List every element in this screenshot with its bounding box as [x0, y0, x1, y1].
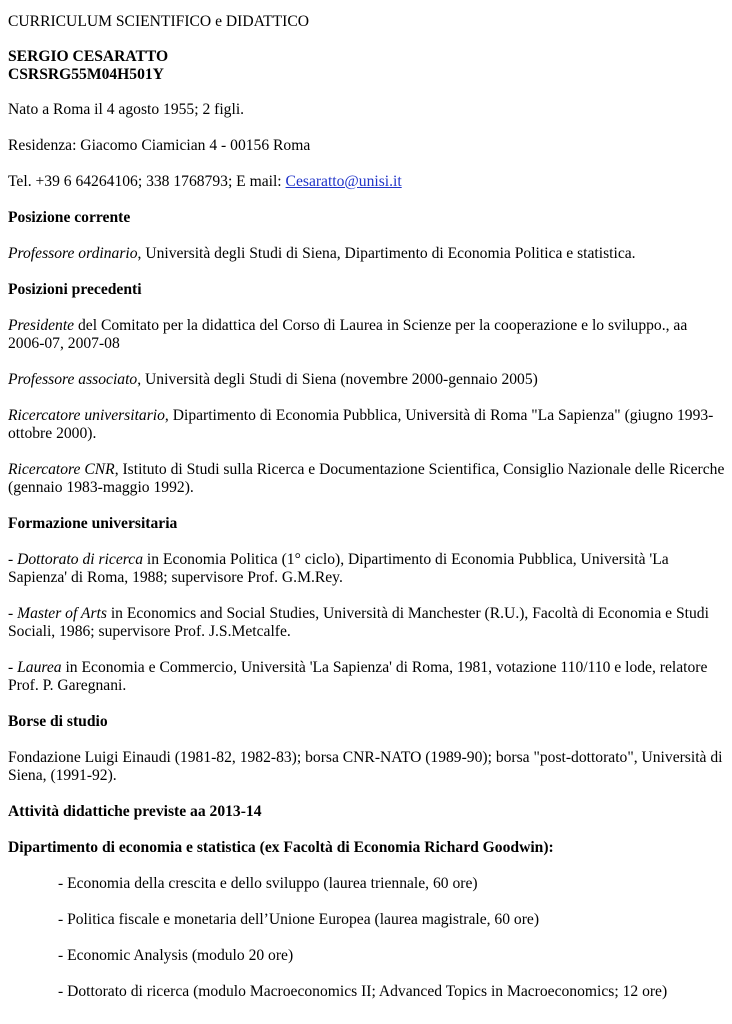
- name-block: [8, 48, 726, 84]
- education-detail: in Economics and Social Studies, Università di Manchester (R.U.), Facoltà di Economia e Studi Sociali, 1986; supervisore Prof. J.S.Metcalfe.: [8, 605, 709, 640]
- course-item: - Economia della crescita e dello sviluppo (laurea triennale, 60 ore): [58, 875, 478, 892]
- education-detail: in Economia e Commercio, Università 'La Sapienza' di Roma, 1981, votazione 110/110 e lode, relatore Prof. P. Garegnani.: [8, 659, 708, 694]
- residence-info: Residenza: Giacomo Ciamician 4 - 00156 Roma: [8, 137, 311, 154]
- education-degree: Laurea: [17, 659, 62, 676]
- current-position-heading: Posizione corrente: [8, 209, 131, 226]
- education-detail: in Economia Politica (1° ciclo), Dipartimento di Economia Pubblica, Università 'La Sapienza' di Roma, 1988; supervisore Prof. G.M.Rey.: [8, 551, 669, 586]
- education-entry: [8, 659, 726, 695]
- previous-position-detail: , Università degli Studi di Siena (novembre 2000-gennaio 2005): [137, 371, 538, 388]
- current-position-entry: [8, 245, 726, 263]
- education-prefix: -: [8, 551, 18, 568]
- birth-info: Nato a Roma il 4 agosto 1955; 2 figli.: [8, 101, 245, 118]
- education-prefix: -: [8, 605, 18, 622]
- previous-position-role: Ricercatore CNR: [8, 461, 115, 478]
- previous-position-role: Professore associato: [8, 371, 138, 388]
- scholarships-heading: Borse di studio: [8, 713, 108, 730]
- education-heading: Formazione universitaria: [8, 515, 178, 532]
- previous-position-role: Presidente: [8, 317, 75, 334]
- fiscal-code: CSRSRG55M04H501Y: [8, 66, 164, 83]
- contact-info: [8, 173, 726, 191]
- previous-position-detail: , Dipartimento di Economia Pubblica, Università di Roma "La Sapienza" (giugno 1993-ottobre 2000).: [8, 407, 714, 442]
- previous-position-detail: , Istituto di Studi sulla Ricerca e Documentazione Scientifica, Consiglio Nazionale delle Ricerche (gennaio 1983-maggio 1992).: [8, 461, 725, 496]
- education-degree: Master of Arts: [17, 605, 107, 622]
- person-name: SERGIO CESARATTO: [8, 48, 169, 65]
- document-title: CURRICULUM SCIENTIFICO e DIDATTICO: [8, 13, 310, 30]
- course-item: - Economic Analysis (modulo 20 ore): [58, 947, 294, 964]
- previous-position-role: Ricercatore universitario: [8, 407, 165, 424]
- current-position-role: Professore ordinario: [8, 245, 138, 262]
- education-prefix: -: [8, 659, 18, 676]
- previous-position-entry: [8, 461, 726, 497]
- teaching-department: Dipartimento di economia e statistica (ex Facoltà di Economia Richard Goodwin):: [8, 839, 554, 856]
- previous-position-entry: [8, 371, 726, 389]
- previous-position-entry: [8, 317, 726, 353]
- course-item: - Dottorato di ricerca (modulo Macroeconomics II; Advanced Topics in Macroeconomics; 12 ore): [58, 983, 668, 1000]
- email-link[interactable]: Cesaratto@unisi.it: [285, 173, 402, 190]
- education-entry: [8, 551, 726, 587]
- previous-positions-heading: Posizioni precedenti: [8, 281, 142, 298]
- education-entry: [8, 605, 726, 641]
- current-position-detail: , Università degli Studi di Siena, Dipartimento di Economia Politica e statistica.: [137, 245, 636, 262]
- education-degree: Dottorato di ricerca: [17, 551, 143, 568]
- scholarships-text: Fondazione Luigi Einaudi (1981-82, 1982-83); borsa CNR-NATO (1989-90); borsa "post-dottorato", Università di Siena, (1991-92).: [8, 749, 723, 784]
- teaching-heading: Attività didattiche previste aa 2013-14: [8, 803, 262, 820]
- phone-numbers: Tel. +39 6 64264106; 338 1768793; E mail:: [8, 173, 286, 190]
- previous-position-entry: [8, 407, 726, 443]
- document-page: [8, 13, 726, 1019]
- course-item: - Politica fiscale e monetaria dell’Unione Europea (laurea magistrale, 60 ore): [58, 911, 540, 928]
- previous-position-detail: del Comitato per la didattica del Corso di Laurea in Scienze per la cooperazione e lo sviluppo., aa 2006-07, 2007-08: [8, 317, 688, 352]
